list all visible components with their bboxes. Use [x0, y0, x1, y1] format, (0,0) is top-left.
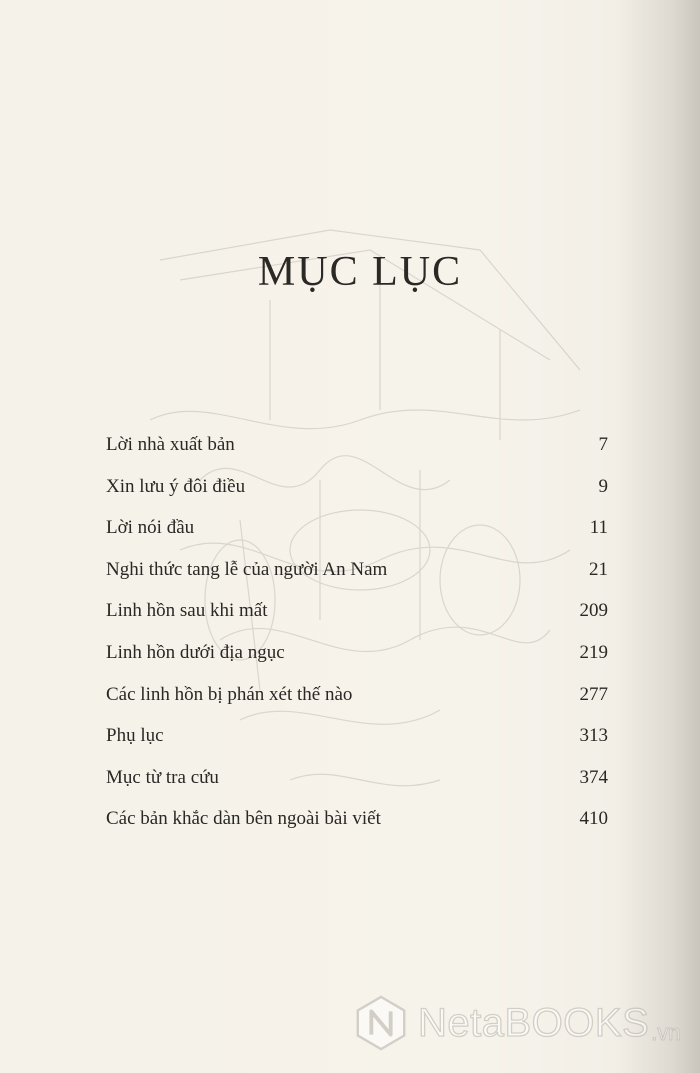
- toc-entry: [106, 798, 608, 840]
- toc-entry-page: 374: [579, 766, 608, 788]
- netabooks-watermark: [352, 994, 681, 1052]
- toc-entry-title: Lời nói đầu: [106, 517, 195, 539]
- toc-entry-title: Linh hồn sau khi mất: [106, 600, 268, 622]
- toc-entry-page: 219: [579, 641, 608, 663]
- toc-entry-page: 7: [598, 434, 608, 455]
- watermark-domain-suffix: .vn: [651, 1020, 681, 1045]
- toc-entry-page: 313: [579, 725, 608, 747]
- toc-entry-page: 209: [579, 600, 608, 622]
- toc-entry-title: Mục từ tra cứu: [106, 766, 219, 788]
- toc-entry-title: Linh hồn dưới địa ngục: [106, 641, 285, 663]
- toc-entry-page: 21: [589, 558, 608, 580]
- toc-entry-page: 410: [579, 808, 608, 830]
- netabooks-logo-icon: [352, 994, 410, 1052]
- toc-entry-page: 11: [589, 517, 608, 539]
- table-of-contents: [106, 424, 608, 840]
- toc-entry: [106, 757, 608, 799]
- page-title: MỤC LỤC: [257, 249, 463, 295]
- toc-entry: [106, 466, 608, 508]
- toc-entry: [106, 715, 608, 757]
- toc-entry: [106, 507, 608, 549]
- toc-entry-title: Các linh hồn bị phán xét thế nào: [106, 683, 353, 705]
- toc-entry-page: 9: [598, 475, 608, 497]
- toc-entry: [106, 424, 608, 466]
- toc-entry: [106, 674, 608, 716]
- toc-entry-title: Nghi thức tang lễ của người An Nam: [106, 558, 388, 580]
- watermark-brand-text: NetaBOOKS: [418, 1000, 650, 1045]
- toc-entry: [106, 590, 608, 632]
- toc-entry-title: Xin lưu ý đôi điều: [106, 475, 246, 497]
- toc-entry: [106, 632, 608, 674]
- toc-entry-title: Phụ lục: [106, 725, 164, 747]
- toc-entry-title: Lời nhà xuất bản: [106, 434, 235, 455]
- toc-entry-page: 277: [579, 683, 608, 705]
- toc-entry-title: Các bản khắc dàn bên ngoài bài viết: [106, 808, 381, 830]
- toc-entry: [106, 549, 608, 591]
